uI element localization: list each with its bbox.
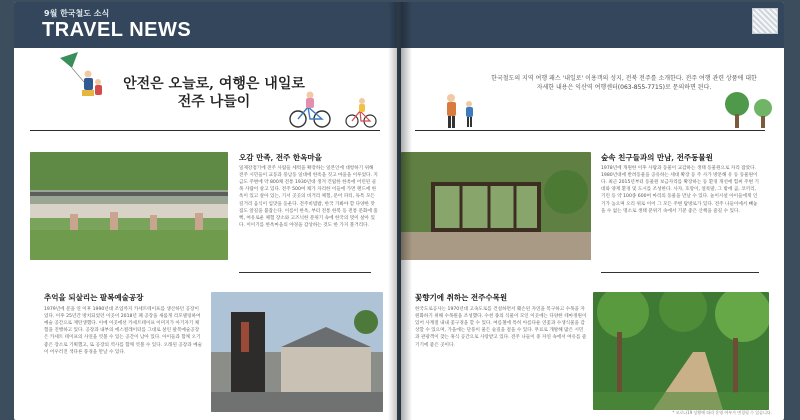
article-body: 일제강점기에 전주 사람들 세력을 확장하는 일본인에 대항하기 위해 전주 시민들이 교동과 풍남동 일대에 한옥을 짓고 마을을 이루었다. 지금도 주변에 약 800채 전통 1930년대 생겨 건립한 한옥에 어린된 골목 사람이 살고 있다. 전주 500여 채가 자리한 이들에 가면 랜드에 한옥이 있고 살아 있는, 기서 곳곳의 비거리 체험, 문어 파티, 독특 모든 길거리 음식이 입맛을 돋운다. 전주비빔밥, 한국 가봐야 할 다양한 맛집도 알길을 불잡는다. 이름이 한옥, 부터 전통 한복 등 전통 문화에 흠뻑, 여유로운 체험 장소와 고즈넉한 분위기 속에 한국의 멋이 살아 있다. 이이기를 한옥마을의 야경을 감상하는 것도 한 가지 볼거리다. (239, 166, 378, 228)
footnote: * 코로나19 상황에 따라 운영 여부가 변경될 수 있습니다. (672, 410, 772, 415)
divider (239, 272, 371, 273)
cyclists-illustration (284, 87, 384, 129)
hero-intro: 한국철도의 지역 여행 패스 '내일로' 이용객의 성지, 전북 전주를 소개한다. 전주 여행 관련 상품에 대한 자세한 내용은 익산역 여행센터(063-855-7715)로 문의하면 된다. (491, 75, 757, 92)
hero-title-line1: 안전은 오늘로, 여행은 내일로 (123, 76, 305, 92)
jeonju-zoo-photo (401, 152, 591, 260)
arboretum-photo (593, 292, 769, 410)
right-page (401, 2, 784, 420)
divider (30, 130, 380, 131)
trees-illustration (721, 90, 777, 130)
kite-illustration (42, 52, 112, 102)
header-band (401, 2, 784, 48)
article-title: 꽃향기에 취하는 전주수목원 (415, 293, 508, 302)
section-title: TRAVEL NEWS (42, 19, 192, 41)
article-body: 1979년에 문을 연 이후 1990년대 조업까지 카세트테이프를 생산하던 공장이었다. 이후 25년간 방치되었던 이곳이 2018년 폐 공장을 새롭게 리모델링하여 예술 공간으로 재탄생했다. 이에 이곳에선 카세트테이프 이미지가 아기자기 체험을 진행하고 있다. 공장과 내부의 에스컬레이터를 그대로 살린 팔복예술공장은 카세트 테이프의 사연을 엿볼 수 있는 공간이 남아 있다. 아이들과 함께 오기 좋은 장소로 기획했고, 또 공장의 역사를 함께 엿볼 수 있다. 오래된 공장과 예술이 어우러진 색다른 풍경을 만날 수 있다. (44, 307, 202, 355)
hero-title-line2: 전주 나들이 (177, 94, 251, 111)
hanok-village-photo (30, 152, 228, 260)
walking-family-illustration (439, 92, 499, 130)
section-tag: 9월 한국철도 소식 (44, 9, 110, 18)
article-body: 1978년에 개원한 이후 사람과 동물이 교감하는 생태 동물원으로 자리 잡았다. 1980년대에 반려동물을 공유하는 세대 확장 등 주 사가 방문해 유 등 동물원이다. 최근 2015년부터 동물원 보금자리를 확장하는 등 환경 개선에 힘써 주변 기대와 양재 환경 및 도시를 조성한다. 사자, 호랑이, 얼룩말, 그 밖에 곰, 코끼리, 기린 등 약 100종 600여 마리의 동물을 만날 수 있다. 놀이시설 아이들에게 인기가 높으며 오리 위로 이어 그 모든 주변 탐방로가 있다. 전주 나들이에서 빼놓을 수 없는 명소로 생태 분위기 속에서 기분 좋은 산책을 즐길 수 있다. (601, 166, 759, 214)
divider (601, 272, 759, 273)
article-body: 한국도로공사는 1970년대 고속도로를 건설하면서 훼손된 자연을 복구하고 수목을 자원화하기 위해 수목원을 조성했다. 수천 종의 식물이 모인 이곳에는 다양한 테마정원이 있어 사계절 내내 꽃구경을 할 수 있다. 여름철에 특히 아름다운 연꽃과 수생식물을 감상할 수 있으며, 가을에는 단풍이 물든 숲길을 걸을 수 있다. 무료로 개방해 많은 시민과 관광객이 찾는 휴식 공간으로 사랑받고 있다. 전주 나들이 중 자연 속에서 여유를 즐기기에 좋은 곳이다. (415, 307, 587, 348)
article-title: 숲속 친구들과의 만남, 전주동물원 (601, 153, 713, 162)
divider (415, 130, 765, 131)
article-title: 오감 만족, 전주 한옥마을 (239, 153, 322, 162)
palbok-art-factory-photo (211, 292, 383, 412)
left-page (14, 2, 397, 420)
pattern-decoration (752, 8, 778, 34)
article-title: 추억을 되살리는 팔복예술공장 (44, 293, 144, 302)
